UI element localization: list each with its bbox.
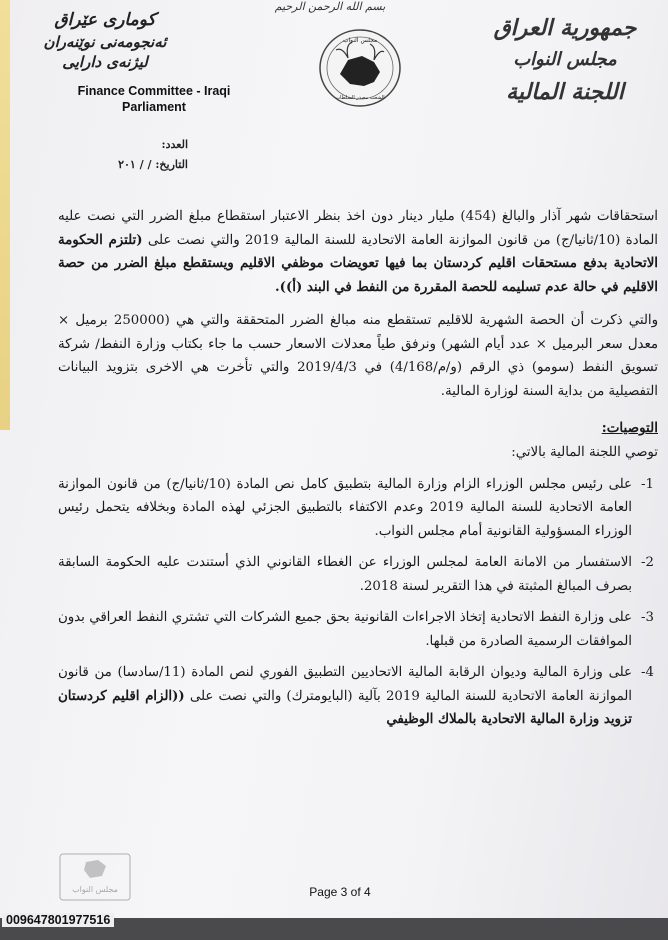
- arabic-line-2: مجلس النواب: [513, 49, 617, 70]
- recommendations-list: [58, 473, 654, 732]
- logo-bottom-text: الشعب مصدر السلطات: [335, 95, 385, 101]
- recommendations-title: التوصيات:: [601, 420, 658, 436]
- list-item: [58, 473, 654, 544]
- item-number: 4-: [641, 665, 654, 680]
- list-item: [58, 551, 654, 598]
- arabic-letterhead: [470, 14, 660, 110]
- item-text: [58, 661, 632, 732]
- kurdish-letterhead: [40, 8, 170, 72]
- desk-background-edge: [0, 0, 10, 430]
- parliament-logo: [318, 28, 402, 108]
- english-line-1: Finance Committee - Iraqi: [77, 84, 231, 98]
- item-4-text: على وزارة المالية وديوان الرقابة المالية الاتحاديين التطبيق الفوري لنص المادة (11/سادسا) من قانون الموازنة العامة الاتحادية للسنة المالية 2019 بآلية (البايومترك) والتي نصت على: [58, 665, 633, 704]
- item-text: على رئيس مجلس الوزراء الزام وزارة المالية بتطبيق كامل نص المادة (10/ثانيا/ج) من قانون الموازنة العامة الاتحادية للسنة المالية 2019 وعدم الاكتفاء بالتطبيق الجزئي لهذه المادة وبخلافه يتحمل رئيس الوزراء المسؤولية القانونية أمام مجلس النواب.: [58, 476, 633, 539]
- english-letterhead: [54, 83, 254, 115]
- date-value: / / ٢٠١: [118, 158, 152, 171]
- list-item: [58, 661, 654, 732]
- body-paragraph-2: والتي ذكرت أن الحصة الشهرية للاقليم تستقطع منه مبالغ الضرر المتحققة والتي هي (250000 برميل × معدل سعر البرميل × عدد أيام الشهر) ونرفق طياً معدلات الاسعار حسب ما جاء بكتاب وزارة النفط/ شركة تسويق النفط (سومو) ذي الرقم (و/م/4/168) في 2019/4/3 والتي تأخرت هي الاخرى بتزويد البيانات التفصيلية من بداية السنة لوزارة المالية.: [58, 313, 659, 399]
- kurdish-line-1: كوماری عێراق: [54, 10, 156, 30]
- kurdish-line-2: ئەنجومەنی نوێنەران: [43, 33, 167, 51]
- page-number: Page 3 of 4: [309, 885, 371, 899]
- date-label: التاريخ:: [155, 158, 188, 171]
- arabic-line-1: جمهورية العراق: [493, 16, 637, 41]
- kurdish-line-3: لیژنەی دارایی: [62, 53, 148, 71]
- item-number: 3-: [641, 610, 654, 625]
- number-label: العدد:: [161, 138, 188, 151]
- item-text: على وزارة النفط الاتحادية إتخاذ الاجراءات القانونية بحق جميع الشركات التي تشتري النفط العراقي بدون الموافقات الرسمية الصادرة من قبلها.: [58, 610, 632, 649]
- basmala: بسم الله الرحمن الرحيم: [274, 0, 386, 13]
- arabic-line-3: اللجنة المالية: [506, 80, 624, 105]
- item-text: الاستفسار من الامانة العامة لمجلس الوزراء عن الغطاء القانوني الذي أستندت عليه الحكومة السابقة بصرف المبالغ المثبتة في هذا التقرير لسنة 2018.: [58, 555, 632, 594]
- body-paragraph-1: [58, 205, 658, 299]
- paragraph-1-text: استحقاقات شهر آذار والبالغ (454) مليار دينار دون اخذ بنظر الاعتبار استقطاع مبلغ الضرر التي نصت عليه المادة (10/ثانيا/ج) من قانون الموازنة العامة الاتحادية للسنة المالية 2019 والتي نصت على: [58, 209, 658, 248]
- phone-number: 009647801977516: [2, 913, 114, 927]
- stamp-text: مجلس النواب: [72, 885, 118, 894]
- paragraph-1-bold-quote: (تلتزم الحكومة الاتحادية بدفع مستحقات اقليم كردستان بما فيها تعويضات موظفي الاقليم ويستقطع مبلغ الضرر من حصة الاقليم في حالة عدم تسليمه للحصة المقررة من النفط في البند (أ)).: [58, 232, 658, 295]
- recommendations-intro: توصي اللجنة المالية بالاتي:: [511, 445, 658, 460]
- parliament-stamp: [58, 852, 132, 902]
- number-date-block: [58, 135, 188, 175]
- list-item: [58, 606, 654, 653]
- item-number: 1-: [641, 476, 654, 492]
- english-line-2: Parliament: [122, 100, 186, 114]
- letter-body: [58, 205, 658, 732]
- logo-top-text: مجلس النواب: [342, 37, 378, 44]
- item-4-bold-quote: ((الزام اقليم كردستان تزويد وزارة المالية الاتحادية بالملاك الوظيفي: [58, 688, 632, 727]
- item-number: 2-: [641, 555, 654, 570]
